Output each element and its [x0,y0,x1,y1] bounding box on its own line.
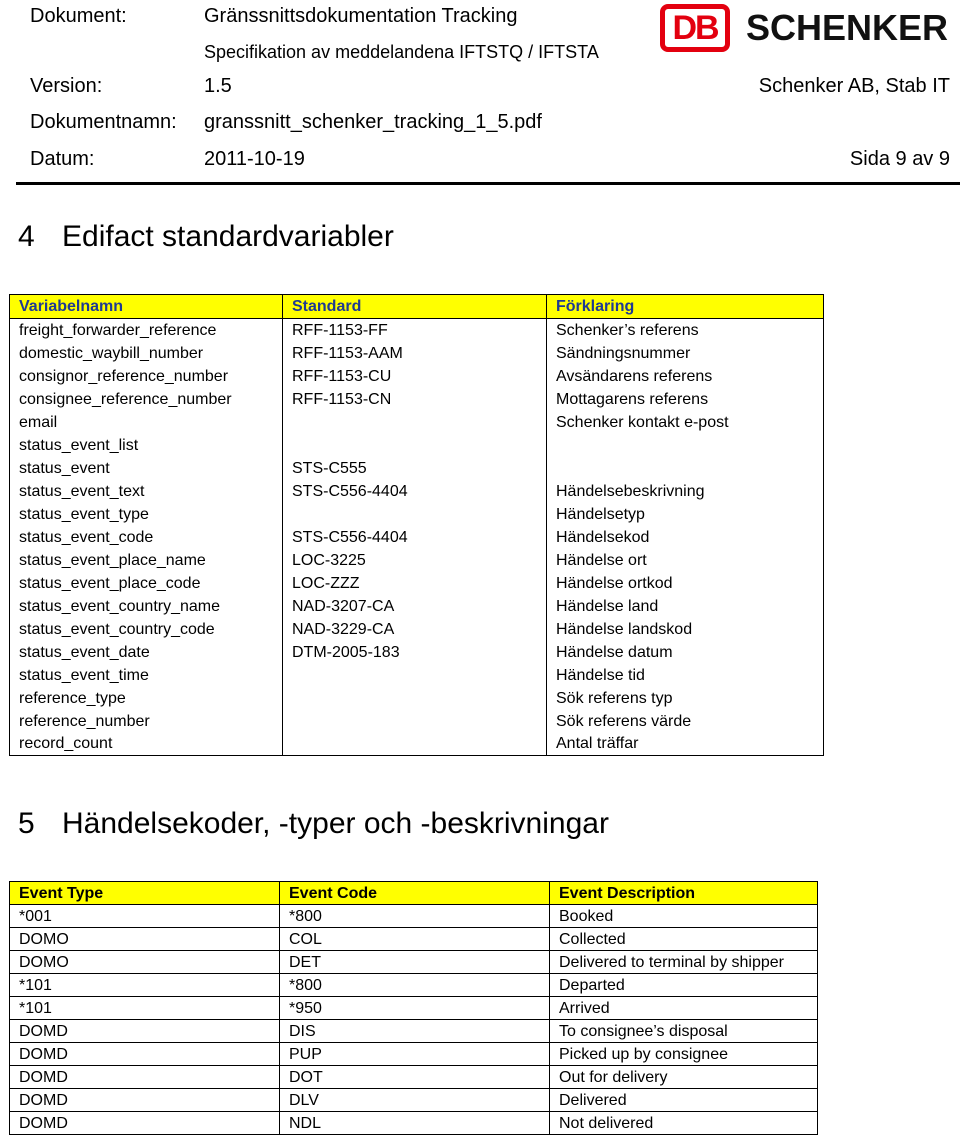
section-5-title: Händelsekoder, -typer och -beskrivningar [62,807,609,840]
table-row [10,905,818,928]
event-type-cell: DOMD [10,1112,280,1135]
table-row [10,388,824,411]
document-label: Dokument: [30,5,127,27]
table-row [10,974,818,997]
event-code-cell: *800 [280,974,550,997]
event-description-cell: To consignee’s disposal [550,1020,818,1043]
variable-name-cell: consignor_reference_number [10,365,283,388]
event-code-cell: PUP [280,1043,550,1066]
explanation-cell: Händelse datum [547,641,824,664]
explanation-cell [547,434,824,457]
standard-cell [283,687,547,710]
table-row [10,595,824,618]
standard-cell: RFF-1153-CN [283,388,547,411]
variable-name-cell: reference_type [10,687,283,710]
event-code-cell: COL [280,928,550,951]
event-type-cell: *101 [10,997,280,1020]
variable-name-cell: status_event_date [10,641,283,664]
explanation-cell [547,457,824,480]
column-header-standard: Standard [283,295,547,319]
document-subtitle: Specifikation av meddelandena IFTSTQ / IFTSTA [204,42,599,62]
standard-cell [283,411,547,434]
explanation-cell: Händelse ortkod [547,572,824,595]
variable-name-cell: status_event_place_name [10,549,283,572]
column-header-event-description: Event Description [550,882,818,905]
column-header-event-code: Event Code [280,882,550,905]
explanation-cell: Schenker’s referens [547,319,824,342]
table-row [10,1066,818,1089]
event-code-cell: DET [280,951,550,974]
explanation-cell: Händelsekod [547,526,824,549]
explanation-cell: Schenker kontakt e-post [547,411,824,434]
event-code-cell: *800 [280,905,550,928]
table-row [10,733,824,756]
version-label: Version: [30,75,103,97]
event-type-cell: DOMO [10,951,280,974]
table-row [10,1043,818,1066]
table-header-row [10,295,824,319]
section-5-number: 5 [18,807,35,840]
table-row [10,1112,818,1135]
standard-cell: STS-C556-4404 [283,526,547,549]
explanation-cell: Händelsetyp [547,503,824,526]
page-number: Sida 9 av 9 [849,148,950,170]
date-label: Datum: [30,148,95,170]
table-row [10,997,818,1020]
db-logo-box [660,4,730,52]
table-header-row [10,882,818,905]
variable-name-cell: status_event_country_name [10,595,283,618]
table-row [10,319,824,342]
event-description-cell: Out for delivery [550,1066,818,1089]
standard-cell: RFF-1153-CU [283,365,547,388]
standard-cell: LOC-ZZZ [283,572,547,595]
table-row [10,503,824,526]
version-value: 1.5 [204,75,232,97]
standard-cell: STS-C556-4404 [283,480,547,503]
edifact-variables-table [9,294,824,756]
standard-cell: LOC-3225 [283,549,547,572]
variable-name-cell: status_event_country_code [10,618,283,641]
variable-name-cell: status_event_list [10,434,283,457]
date-value: 2011-10-19 [204,148,305,170]
explanation-cell: Händelse land [547,595,824,618]
table-row [10,365,824,388]
variable-name-cell: status_event_text [10,480,283,503]
table-row [10,434,824,457]
event-description-cell: Delivered to terminal by shipper [550,951,818,974]
event-code-cell: *950 [280,997,550,1020]
standard-cell: RFF-1153-AAM [283,342,547,365]
event-code-cell: DLV [280,1089,550,1112]
event-type-cell: DOMO [10,928,280,951]
section-4-title: Edifact standardvariabler [62,220,394,253]
explanation-cell: Avsändarens referens [547,365,824,388]
standard-cell [283,710,547,733]
table-row [10,618,824,641]
table-row [10,641,824,664]
standard-cell: DTM-2005-183 [283,641,547,664]
table-row [10,951,818,974]
event-type-cell: DOMD [10,1089,280,1112]
standard-cell: NAD-3229-CA [283,618,547,641]
standard-cell [283,434,547,457]
event-type-cell: DOMD [10,1043,280,1066]
event-description-cell: Collected [550,928,818,951]
event-description-cell: Arrived [550,997,818,1020]
section-5-heading [18,807,609,841]
section-4-number: 4 [18,220,35,253]
table-row [10,480,824,503]
variable-name-cell: record_count [10,733,283,756]
explanation-cell: Händelse ort [547,549,824,572]
variable-name-cell: consignee_reference_number [10,388,283,411]
docname-label: Dokumentnamn: [30,111,177,133]
standard-cell: STS-C555 [283,457,547,480]
docname-value: granssnitt_schenker_tracking_1_5.pdf [204,111,542,133]
column-header-forklaring: Förklaring [547,295,824,319]
standard-cell: RFF-1153-FF [283,319,547,342]
table-row [10,928,818,951]
table-row [10,1089,818,1112]
variable-name-cell: status_event [10,457,283,480]
event-type-cell: *101 [10,974,280,997]
db-schenker-logo [660,4,948,52]
variable-name-cell: freight_forwarder_reference [10,319,283,342]
explanation-cell: Mottagarens referens [547,388,824,411]
event-description-cell: Departed [550,974,818,997]
variable-name-cell: domestic_waybill_number [10,342,283,365]
schenker-logo-text: SCHENKER [746,7,949,48]
event-description-cell: Booked [550,905,818,928]
standard-cell [283,733,547,756]
db-logo-text: DB [672,9,718,47]
event-code-cell: NDL [280,1112,550,1135]
explanation-cell: Händelse landskod [547,618,824,641]
standard-cell [283,503,547,526]
table-row [10,457,824,480]
table-row [10,526,824,549]
event-description-cell: Not delivered [550,1112,818,1135]
event-code-cell: DOT [280,1066,550,1089]
column-header-variabelnamn: Variabelnamn [10,295,283,319]
company-name: Schenker AB, Stab IT [758,75,950,97]
standard-cell [283,664,547,687]
table-row [10,1020,818,1043]
explanation-cell: Antal träffar [547,733,824,756]
explanation-cell: Händelsebeskrivning [547,480,824,503]
section-4-heading [18,220,394,254]
variable-name-cell: status_event_place_code [10,572,283,595]
explanation-cell: Sändningsnummer [547,342,824,365]
event-type-cell: DOMD [10,1020,280,1043]
event-code-cell: DIS [280,1020,550,1043]
event-type-cell: *001 [10,905,280,928]
explanation-cell: Sök referens värde [547,710,824,733]
standard-cell: NAD-3207-CA [283,595,547,618]
table-row [10,549,824,572]
event-description-cell: Picked up by consignee [550,1043,818,1066]
variable-name-cell: status_event_time [10,664,283,687]
column-header-event-type: Event Type [10,882,280,905]
variable-name-cell: status_event_type [10,503,283,526]
explanation-cell: Sök referens typ [547,687,824,710]
variable-name-cell: status_event_code [10,526,283,549]
table-row [10,411,824,434]
header-divider [16,182,960,185]
table-row [10,710,824,733]
variable-name-cell: reference_number [10,710,283,733]
table-row [10,687,824,710]
table-row [10,572,824,595]
explanation-cell: Händelse tid [547,664,824,687]
table-row [10,664,824,687]
variable-name-cell: email [10,411,283,434]
event-codes-table [9,881,818,1135]
table-row [10,342,824,365]
event-description-cell: Delivered [550,1089,818,1112]
document-title: Gränssnittsdokumentation Tracking [204,5,518,27]
event-type-cell: DOMD [10,1066,280,1089]
